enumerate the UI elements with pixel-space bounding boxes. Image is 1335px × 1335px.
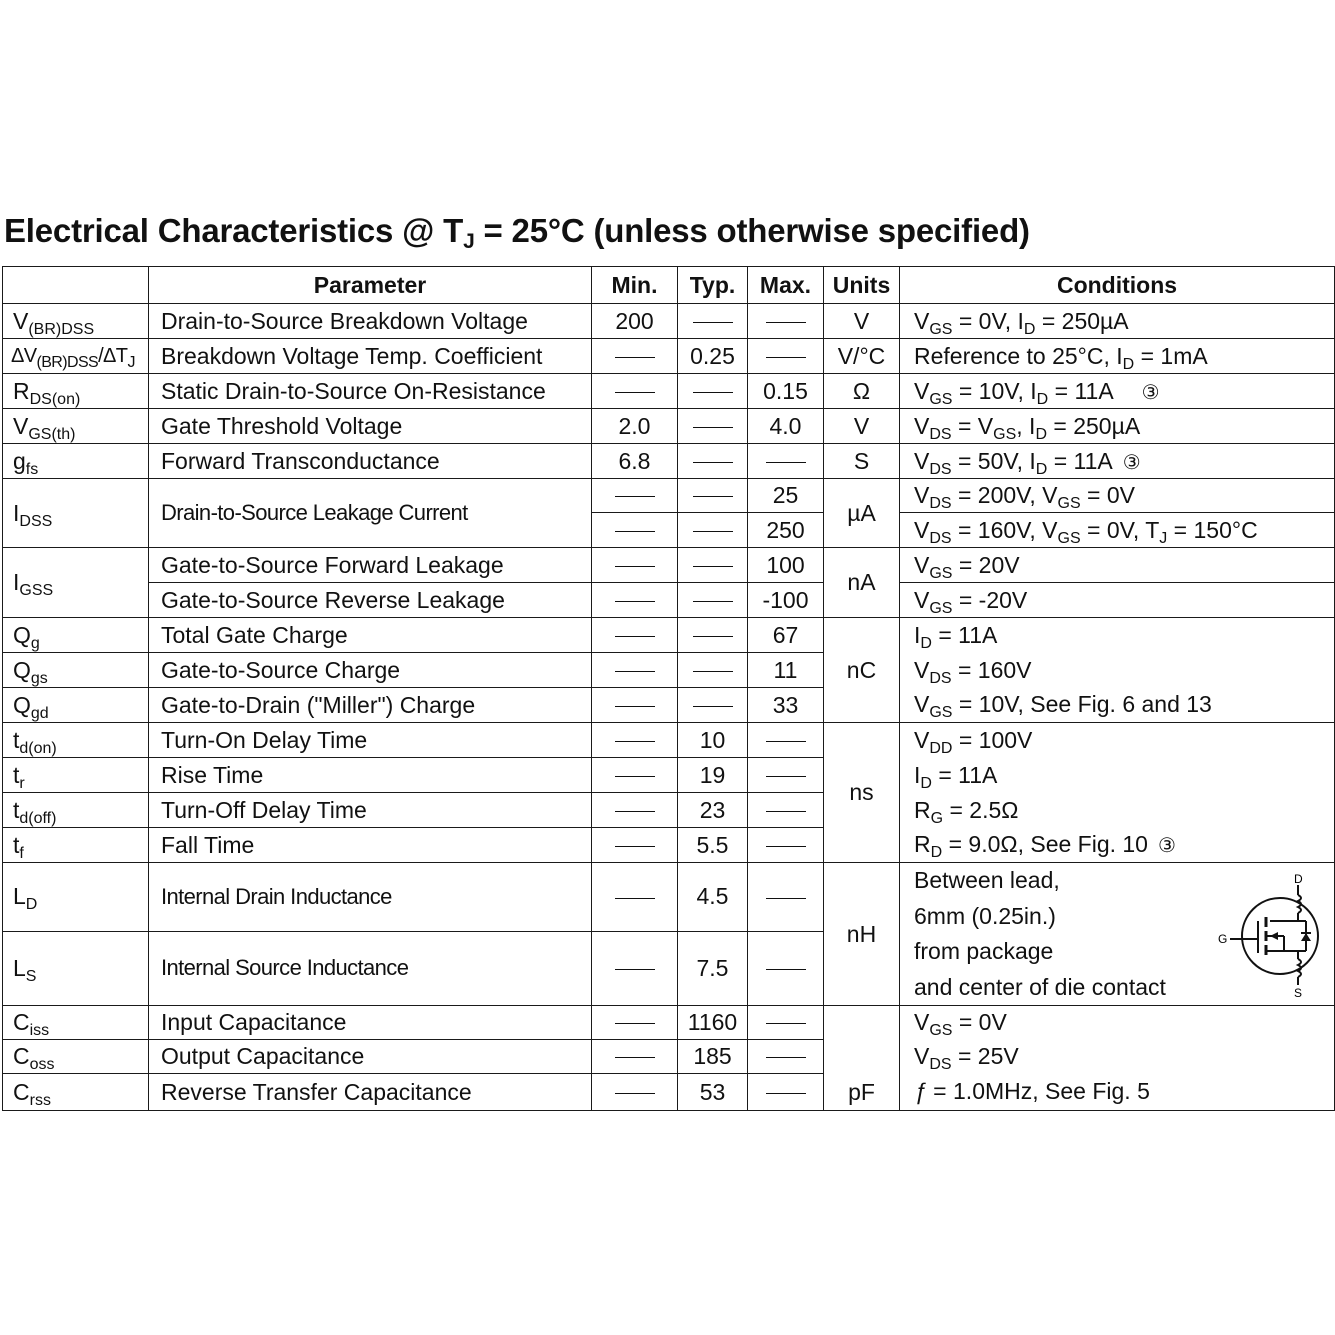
min-cell — [592, 339, 678, 374]
table-row — [3, 1074, 1335, 1111]
max-cell — [748, 339, 824, 374]
symbol-cell: $L_S$ — [3, 931, 149, 1005]
min-cell — [592, 548, 678, 583]
typ-cell: 1160 — [678, 1006, 748, 1040]
typ-cell — [678, 374, 748, 409]
parameter-cell: Breakdown Voltage Temp. Coefficient — [149, 339, 592, 374]
max-cell — [748, 304, 824, 339]
electrical-characteristics-table — [2, 266, 1335, 1111]
conditions-cell: $V_{DS} = 200V$, $V_{GS} = 0V$ — [900, 479, 1335, 513]
table-row — [3, 409, 1335, 444]
parameter-cell: Internal Source Inductance — [149, 931, 592, 1005]
table-row — [3, 304, 1335, 339]
units-cell: µA — [824, 479, 900, 548]
header-symbol — [3, 267, 149, 304]
min-cell — [592, 1006, 678, 1040]
drain-label: D — [1294, 872, 1303, 886]
min-cell — [592, 793, 678, 828]
typ-cell: 53 — [678, 1074, 748, 1111]
typ-cell: 4.5 — [678, 863, 748, 932]
source-label: S — [1294, 986, 1303, 999]
max-cell — [748, 723, 824, 758]
conditions-cell: $V_{GS} = 10V$, $I_D = 11A$ ③ — [900, 374, 1335, 409]
min-cell: 6.8 — [592, 444, 678, 479]
units-cell: ns — [824, 723, 900, 863]
parameter-cell: Gate-to-Source Charge — [149, 653, 592, 688]
symbol-cell: $C_{rss}$ — [3, 1074, 149, 1111]
max-cell — [748, 828, 824, 863]
min-cell — [592, 723, 678, 758]
conditions-cell: $V_{DS} = 50V$, $I_D = 11A$ ③ — [900, 444, 1335, 479]
symbol-cell: $C_{iss}$ — [3, 1006, 149, 1040]
symbol-cell: $t_{d(on)}$ — [3, 723, 149, 758]
parameter-cell: Fall Time — [149, 828, 592, 863]
min-cell: 2.0 — [592, 409, 678, 444]
table-row — [3, 444, 1335, 479]
parameter-cell: Drain-to-Source Breakdown Voltage — [149, 304, 592, 339]
symbol-cell: $Q_g$ — [3, 618, 149, 653]
max-cell — [748, 758, 824, 793]
table-row — [3, 723, 1335, 758]
max-cell: 4.0 — [748, 409, 824, 444]
max-cell: 11 — [748, 653, 824, 688]
table-row — [3, 374, 1335, 409]
min-cell — [592, 513, 678, 548]
parameter-cell: Gate-to-Source Reverse Leakage — [149, 583, 592, 618]
footnote-marker: ③ — [1157, 835, 1176, 858]
max-cell — [748, 931, 824, 1005]
parameter-cell: Static Drain-to-Source On-Resistance — [149, 374, 592, 409]
typ-cell: 0.25 — [678, 339, 748, 374]
units-cell: pF — [824, 1006, 900, 1111]
typ-cell — [678, 444, 748, 479]
symbol-cell: $L_D$ — [3, 863, 149, 932]
typ-cell: 23 — [678, 793, 748, 828]
typ-cell: 19 — [678, 758, 748, 793]
min-cell — [592, 828, 678, 863]
parameter-cell: Gate-to-Drain ("Miller") Charge — [149, 688, 592, 723]
symbol-cell: $t_r$ — [3, 758, 149, 793]
max-cell — [748, 793, 824, 828]
typ-cell — [678, 583, 748, 618]
typ-cell: 5.5 — [678, 828, 748, 863]
typ-cell: 10 — [678, 723, 748, 758]
conditions-cell: $V_{DS} = 160V$ — [900, 653, 1335, 688]
parameter-cell: Forward Transconductance — [149, 444, 592, 479]
header-max: Max. — [748, 267, 824, 304]
conditions-cell: $V_{DS} = V_{GS}$, $I_D = 250\mu A$ — [900, 409, 1335, 444]
max-cell: 250 — [748, 513, 824, 548]
table-row — [3, 548, 1335, 583]
units-cell: V — [824, 409, 900, 444]
header-units: Units — [824, 267, 900, 304]
conditions-cell: $V_{DS} = 25V$ — [900, 1040, 1335, 1074]
min-cell: 200 — [592, 304, 678, 339]
parameter-cell: Rise Time — [149, 758, 592, 793]
parameter-cell: Total Gate Charge — [149, 618, 592, 653]
conditions-cell: $V_{GS} = 20V$ — [900, 548, 1335, 583]
typ-cell: 7.5 — [678, 931, 748, 1005]
typ-cell — [678, 653, 748, 688]
condition-line: and center of die contact — [914, 973, 1166, 1000]
typ-cell — [678, 548, 748, 583]
table-row — [3, 863, 1335, 932]
parameter-cell: Gate-to-Source Forward Leakage — [149, 548, 592, 583]
table-row — [3, 758, 1335, 793]
min-cell — [592, 479, 678, 513]
units-cell: nA — [824, 548, 900, 618]
parameter-cell: Internal Drain Inductance — [149, 863, 592, 932]
conditions-cell: $I_D = 11A$ — [900, 758, 1335, 793]
max-cell: -100 — [748, 583, 824, 618]
max-cell — [748, 444, 824, 479]
condition-line: from package — [914, 938, 1054, 964]
typ-cell — [678, 513, 748, 548]
header-min: Min. — [592, 267, 678, 304]
min-cell — [592, 688, 678, 723]
symbol-cell: $V_{GS(th)}$ — [3, 409, 149, 444]
table-row — [3, 339, 1335, 374]
max-cell: 100 — [748, 548, 824, 583]
min-cell — [592, 758, 678, 793]
table-row — [3, 793, 1335, 828]
parameter-cell: Output Capacitance — [149, 1040, 592, 1074]
min-cell — [592, 931, 678, 1005]
table-row — [3, 688, 1335, 723]
footnote-marker: ③ — [1141, 381, 1160, 404]
typ-cell — [678, 304, 748, 339]
conditions-cell: $R_G = 2.5\Omega$ — [900, 793, 1335, 828]
symbol-cell: $R_{DS(on)}$ — [3, 374, 149, 409]
units-cell: V — [824, 304, 900, 339]
symbol-cell: $g_{fs}$ — [3, 444, 149, 479]
typ-cell: 185 — [678, 1040, 748, 1074]
max-cell: 33 — [748, 688, 824, 723]
conditions-cell: $V_{GS} = 0V$ — [900, 1006, 1335, 1040]
conditions-cell: $V_{DD} = 100V$ — [900, 723, 1335, 758]
min-cell — [592, 583, 678, 618]
symbol-cell: $t_f$ — [3, 828, 149, 863]
conditions-cell: $R_D = 9.0\Omega$, See Fig. 10 ③ — [900, 828, 1335, 863]
max-cell: 67 — [748, 618, 824, 653]
symbol-cell: $V_{(BR)DSS}$ — [3, 304, 149, 339]
min-cell — [592, 1040, 678, 1074]
max-cell: 0.15 — [748, 374, 824, 409]
table-title: Electrical Characteristics @ $T_J = 25^\circ C$ (unless otherwise specified) — [4, 212, 1030, 253]
parameter-cell: Turn-On Delay Time — [149, 723, 592, 758]
table-row — [3, 583, 1335, 618]
max-cell — [748, 1040, 824, 1074]
conditions-cell: $V_{GS} = 0V$, $I_D = 250\mu A$ — [900, 304, 1335, 339]
conditions-cell: Reference to 25°C, $I_D = 1mA$ — [900, 339, 1335, 374]
units-cell: S — [824, 444, 900, 479]
max-cell — [748, 1074, 824, 1111]
symbol-cell: $C_{oss}$ — [3, 1040, 149, 1074]
typ-cell — [678, 688, 748, 723]
parameter-cell: Reverse Transfer Capacitance — [149, 1074, 592, 1111]
parameter-cell: Input Capacitance — [149, 1006, 592, 1040]
min-cell — [592, 1074, 678, 1111]
gate-label: G — [1218, 932, 1228, 946]
units-cell: V/°C — [824, 339, 900, 374]
conditions-cell: $I_D = 11A$ — [900, 618, 1335, 653]
min-cell — [592, 618, 678, 653]
typ-cell — [678, 479, 748, 513]
conditions-cell: $V_{DS} = 160V$, $V_{GS} = 0V$, $T_J = 150^\circ C$ — [900, 513, 1335, 548]
conditions-cell: $V_{GS} = 10V$, See Fig. 6 and 13 — [900, 688, 1335, 723]
symbol-cell: $Q_{gd}$ — [3, 688, 149, 723]
conditions-cell — [900, 863, 1335, 1006]
table-row — [3, 618, 1335, 653]
parameter-cell: Gate Threshold Voltage — [149, 409, 592, 444]
symbol-cell: $I_{GSS}$ — [3, 548, 149, 618]
min-cell — [592, 374, 678, 409]
symbol-cell: $\Delta V_{(BR)DSS}/\Delta T_J$ — [3, 339, 149, 374]
max-cell: 25 — [748, 479, 824, 513]
parameter-cell: Drain-to-Source Leakage Current — [149, 479, 592, 548]
units-cell: nH — [824, 863, 900, 1006]
symbol-cell: $Q_{gs}$ — [3, 653, 149, 688]
table-row — [3, 1006, 1335, 1040]
condition-line: 6mm (0.25in.) — [914, 902, 1056, 929]
conditions-cell: $V_{GS} = -20V$ — [900, 583, 1335, 618]
typ-cell — [678, 618, 748, 653]
condition-line: Between lead, — [914, 867, 1060, 893]
table-row — [3, 1040, 1335, 1074]
units-cell: Ω — [824, 374, 900, 409]
symbol-cell: $t_{d(off)}$ — [3, 793, 149, 828]
parameter-cell: Turn-Off Delay Time — [149, 793, 592, 828]
header-parameter: Parameter — [149, 267, 592, 304]
header-typ: Typ. — [678, 267, 748, 304]
units-cell: nC — [824, 618, 900, 723]
min-cell — [592, 863, 678, 932]
table-row — [3, 653, 1335, 688]
table-row — [3, 828, 1335, 863]
conditions-cell: ƒ = 1.0MHz, See Fig. 5 — [900, 1074, 1335, 1111]
max-cell — [748, 863, 824, 932]
mosfet-symbol-icon — [1218, 869, 1328, 999]
table-row — [3, 479, 1335, 513]
header-conditions: Conditions — [900, 267, 1335, 304]
header-row — [3, 267, 1335, 304]
max-cell — [748, 1006, 824, 1040]
footnote-marker: ③ — [1122, 451, 1141, 474]
symbol-cell: $I_{DSS}$ — [3, 479, 149, 548]
min-cell — [592, 653, 678, 688]
typ-cell — [678, 409, 748, 444]
